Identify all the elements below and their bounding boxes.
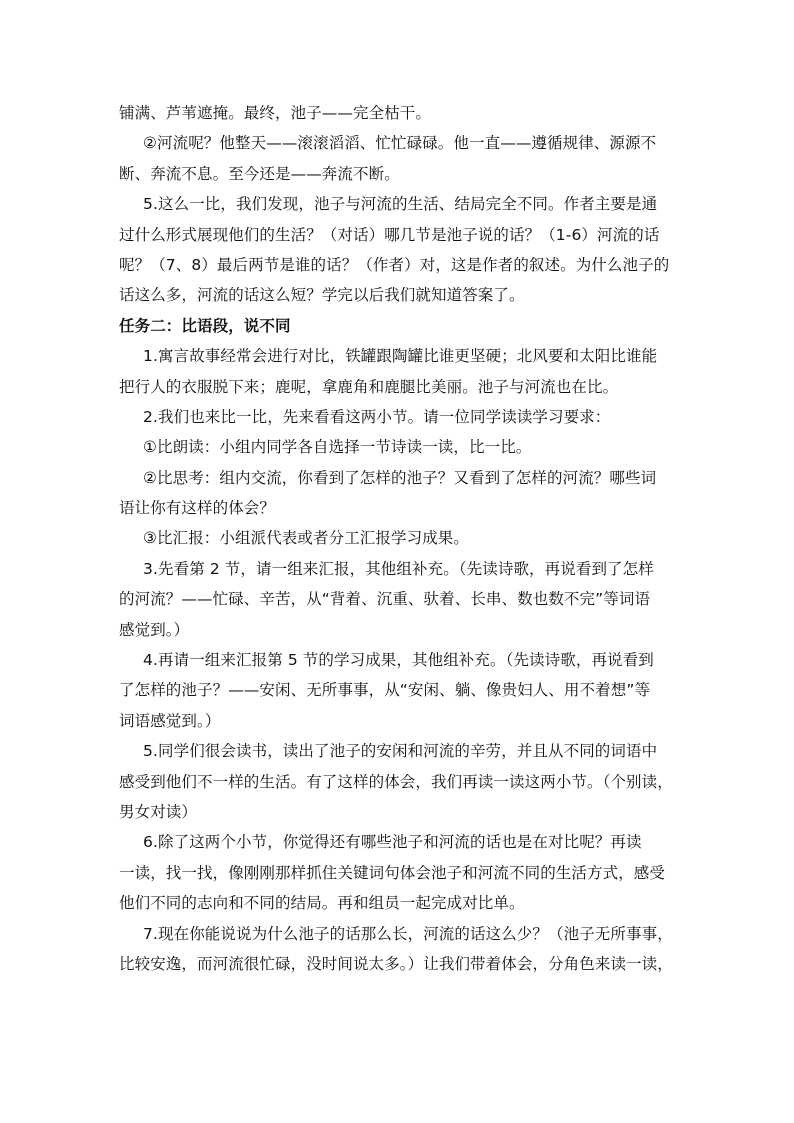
text-line: 断、奔流不息。至今还是——奔流不断。 <box>119 164 400 183</box>
text-line: 比较安逸，而河流很忙碌，没时间说太多。）让我们带着体会，分角色来读一读， <box>119 954 673 973</box>
text-line: 铺满、芦苇遮掩。最终，池子——完全枯干。 <box>119 104 432 122</box>
text-line: ②比思考：组内交流，你看到了怎样的池子？又看到了怎样的河流？哪些词 <box>143 468 657 487</box>
text-line: ②河流呢？他整天——滚滚滔滔、忙忙碌碌。他一直——遵循规律、源源不 <box>143 134 657 153</box>
text-line: 3.先看第 2 节，请一组来汇报，其他组补充。（先读诗歌，再说看到了怎样 <box>143 559 654 578</box>
text-line: 男女对读） <box>119 802 198 821</box>
text-line: 他们不同的志向和不同的结局。再和组员一起完成对比单。 <box>119 894 525 913</box>
text-line: ③比汇报：小组派代表或者分工汇报学习成果。 <box>143 529 469 548</box>
text-line: 5.这么一比，我们发现，池子与河流的生活、结局完全不同。作者主要是通 <box>143 195 658 214</box>
text-line: ①比朗读：小组内同学各自选择一节诗读一读，比一比。 <box>143 438 532 457</box>
text-line: 语让你有这样的体会？ <box>119 499 276 518</box>
text-line: 了怎样的池子？——安闲、无所事事，从“安闲、躺、像贵妇人、用不着想”等 <box>119 681 651 700</box>
text-line: 话这么多，河流的话这么短？学完以后我们就知道答案了。 <box>119 286 525 305</box>
text-line: 4.再请一组来汇报第 5 节的学习成果，其他组补充。（先读诗歌，再说看到 <box>143 651 654 670</box>
text-line: 的河流？——忙碌、辛苦，从“背着、沉重、驮着、长串、数也数不完”等词语 <box>119 590 651 609</box>
text-line: 2.我们也来比一比，先来看看这两小节。请一位同学读读学习要求： <box>143 407 611 426</box>
text-line: 5.同学们很会读书，读出了池子的安闲和河流的辛劳，并且从不同的词语中 <box>143 742 658 761</box>
text-line: 一读，找一找，像刚刚那样抓住关键词句体会池子和河流不同的生活方式，感受 <box>119 863 666 882</box>
text-line: 把行人的衣服脱下来；鹿呢，拿鹿角和鹿腿比美丽。池子与河流也在比。 <box>119 377 619 396</box>
text-line: 7.现在你能说说为什么池子的话那么长，河流的话这么少？（池子无所事事， <box>143 924 673 943</box>
text-line: 1.寓言故事经常会进行对比，铁罐跟陶罐比谁更坚硬；北风要和太阳比谁能 <box>143 347 658 366</box>
text-line: 6.除了这两个小节，你觉得还有哪些池子和河流的话也是在对比呢？再读 <box>143 833 642 852</box>
section-heading: 任务二：比语段，说不同 <box>119 316 291 335</box>
text-line: 感受到他们不一样的生活。有了这样的体会，我们再读一读这两小节。（个别读， <box>119 772 673 791</box>
text-line: 感觉到。） <box>119 620 190 639</box>
text-line: 词语感觉到。） <box>119 711 221 730</box>
text-line: 呢？（7、8）最后两节是谁的话？（作者）对，这是作者的叙述。为什么池子的 <box>119 255 670 274</box>
text-line: 过什么形式展现他们的生活？（对话）哪几节是池子说的话？（1-6）河流的话 <box>119 225 660 244</box>
document-body <box>119 98 679 979</box>
